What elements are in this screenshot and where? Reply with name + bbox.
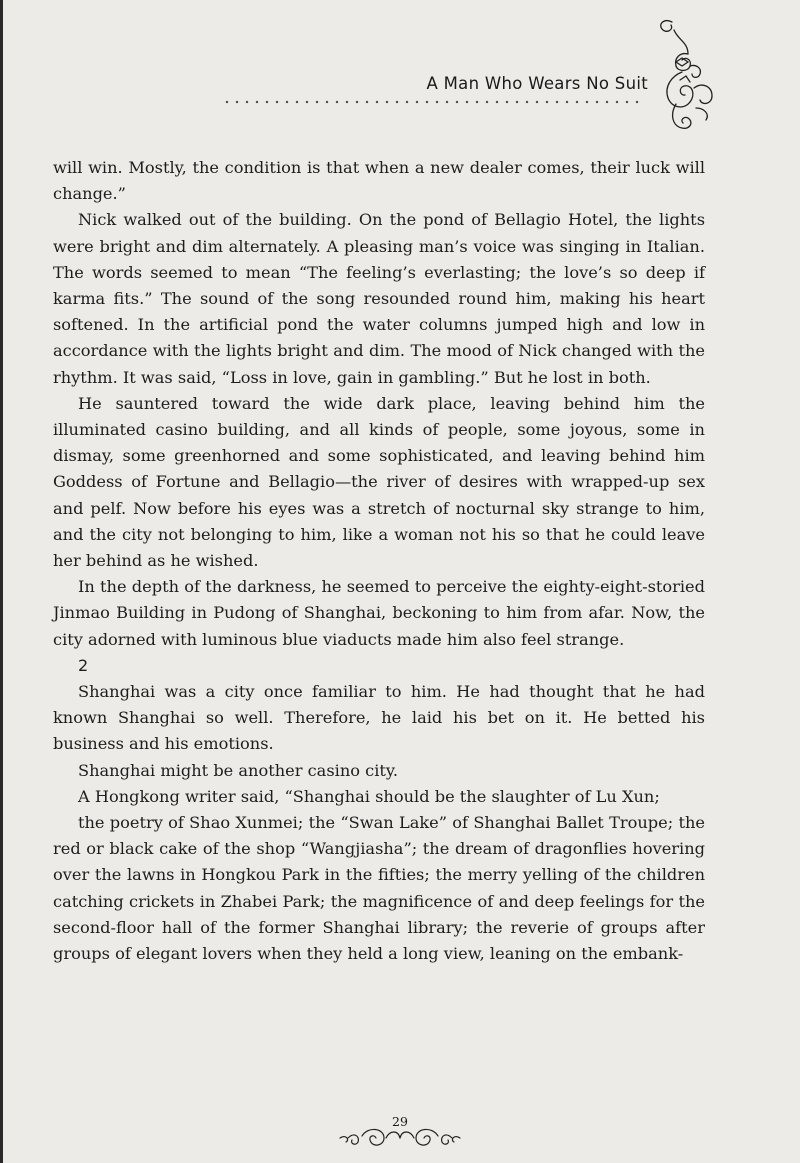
dotted-rule [222,100,642,104]
paragraph: will win. Mostly, the condition is that when a new dealer comes, their luck will change.” [53,158,705,204]
running-title: A Man Who Wears No Suit [426,74,648,93]
page-header [0,0,800,150]
paragraph: A Hongkong writer said, “Shanghai should be the slaughter of Lu Xun; [78,786,660,806]
page-number: 29 [392,1114,408,1129]
paragraph: In the depth of the darkness, he seemed to perceive the eighty-eight-storied Jinmao Building in Pudong of Shanghai, beckoning to him from afar. Now, the city adorned with luminous blue viaducts made him also feel strange. [53,577,705,649]
paragraph: Shanghai was a city once familiar to him. He had thought that he had known Shanghai so well. Therefore, he laid his bet on it. He betted his business and his emotions. [53,682,705,754]
paragraph: He sauntered toward the wide dark place, leaving behind him the illuminated casino building, and all kinds of people, some joyous, some in dismay, some greenhorned and some sophisticated, and leaving behind him Goddess of Fortune and Bellagio—the river of desires with wrapped-up sex and pelf. Now before his eyes was a stretch of nocturnal sky strange to him, and the city not belonging to him, like a woman not his so that he could leave her behind as he wished. [53,393,705,571]
floral-ornament-icon [652,16,718,134]
text-body [53,155,705,967]
scroll-ornament-icon [338,1124,462,1150]
page-footer [0,1108,800,1158]
section-number: 2 [78,655,89,675]
paragraph: Nick walked out of the building. On the pond of Bellagio Hotel, the lights were bright and dim alternately. A pleasing man’s voice was singing in Italian. The words seemed to mean “The feeling’s everlasting; the love’s so deep if karma fits.” The sound of the song resounded round him, making his heart softened. In the artificial pond the water columns jumped high and low in accordance with the lights bright and dim. The mood of Nick changed with the rhythm. It was said, “Loss in love, gain in gambling.” But he lost in both. [53,210,705,387]
paragraph: Shanghai might be another casino city. [78,760,399,780]
page-edge [0,0,3,1163]
paragraph: the poetry of Shao Xunmei; the “Swan Lake” of Shanghai Ballet Troupe; the red or black cake of the shop “Wangjiasha”; the dream of dragonflies hovering over the lawns in Hongkou Park in the fifties; the merry yelling of the children catching crickets in Zhabei Park; the magnificence of and deep feelings for the second-floor hall of the former Shanghai library; the reverie of groups after groups of elegant lovers when they held a long view, leaning on the embank- [53,813,705,964]
